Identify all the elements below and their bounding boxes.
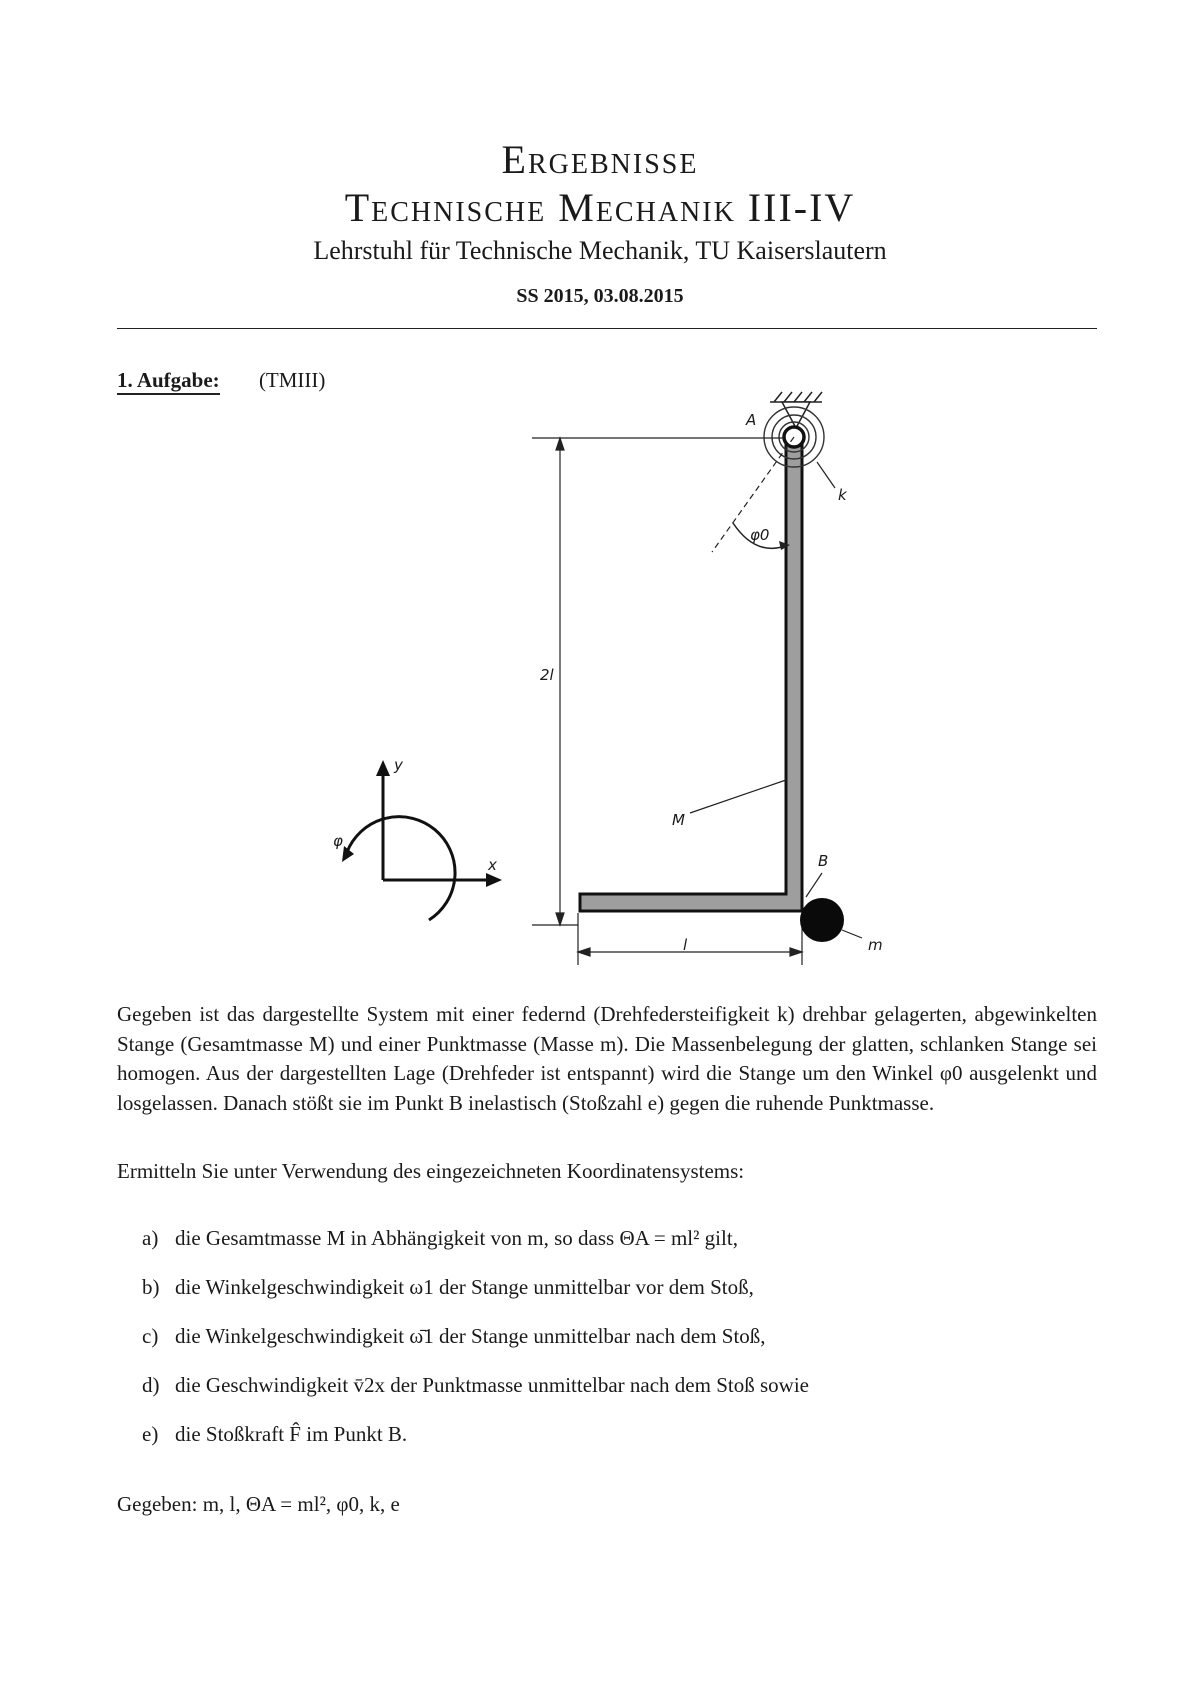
list-item	[142, 1274, 1082, 1323]
height-dimension	[532, 438, 784, 925]
subtask-list	[142, 1225, 1082, 1470]
label-axis-x: x	[488, 856, 497, 874]
institution: Lehrstuhl für Technische Mechanik, TU Kaiserslautern	[313, 236, 887, 265]
label-axis-y: y	[394, 756, 403, 774]
label-rod-mass-M: M	[672, 811, 685, 829]
task-course-tag: (TMIII)	[258, 368, 326, 392]
item-marker: b)	[142, 1275, 160, 1299]
document-title: Ergebnisse	[501, 137, 699, 182]
label-angle-phi0: φ0	[750, 526, 770, 544]
label-mass-m: m	[868, 936, 883, 954]
list-item	[142, 1225, 1082, 1274]
item-marker: a)	[142, 1226, 159, 1250]
label-rotation-phi: φ	[333, 832, 343, 850]
label-spring-k: k	[838, 486, 847, 504]
document-subject: Technische Mechanik III-IV	[344, 185, 856, 230]
label-height-2l: 2l	[540, 666, 554, 684]
item-marker: c)	[142, 1324, 159, 1348]
item-marker: e)	[142, 1422, 159, 1446]
problem-instruction: Ermitteln Sie unter Verwendung des eingezeichneten Koordinatensystems:	[117, 1159, 745, 1183]
given-quantities: Gegeben: m, l, ΘA = ml², φ0, k, e	[117, 1492, 400, 1516]
item-text: die Winkelgeschwindigkeit ω̄1 der Stange unmittelbar nach dem Stoß,	[175, 1324, 766, 1348]
label-pivot-A: A	[746, 411, 757, 429]
angled-rod	[580, 438, 802, 911]
item-text: die Stoßkraft F̂ im Punkt B.	[175, 1422, 408, 1446]
length-dimension	[578, 913, 802, 965]
label-point-B: B	[818, 852, 829, 870]
task-number: 1. Aufgabe:	[117, 368, 220, 395]
item-marker: d)	[142, 1373, 160, 1397]
list-item	[142, 1323, 1082, 1372]
problem-description: Gegeben ist das dargestellte System mit einer federnd (Drehfedersteifigkeit k) drehbar gelagerten, abgewinkelten Stange (Gesamtmasse M) und einer Punktmasse (Masse m). Die Massenbelegung der glatten, schlanken Stange sei homogen. Aus der dargestellten Lage (Drehfeder ist entspannt) wird die Stange um den Winkel φ0 ausgelenkt und losgelassen. Danach stößt sie im Punkt B inelastisch (Stoßzahl e) gegen die ruhende Punktmasse.	[117, 1002, 1097, 1115]
label-length-l: l	[683, 936, 688, 954]
item-text: die Winkelgeschwindigkeit ω1 der Stange unmittelbar vor dem Stoß,	[175, 1275, 754, 1299]
list-item	[142, 1421, 1082, 1470]
point-mass	[800, 898, 844, 942]
item-text: die Gesamtmasse M in Abhängigkeit von m, so dass ΘA = ml² gilt,	[175, 1226, 738, 1250]
list-item	[142, 1372, 1082, 1421]
semester-date: SS 2015, 03.08.2015	[516, 285, 684, 307]
coordinate-system	[342, 760, 502, 920]
item-text: die Geschwindigkeit v̄2x der Punktmasse unmittelbar nach dem Stoß sowie	[175, 1373, 809, 1397]
